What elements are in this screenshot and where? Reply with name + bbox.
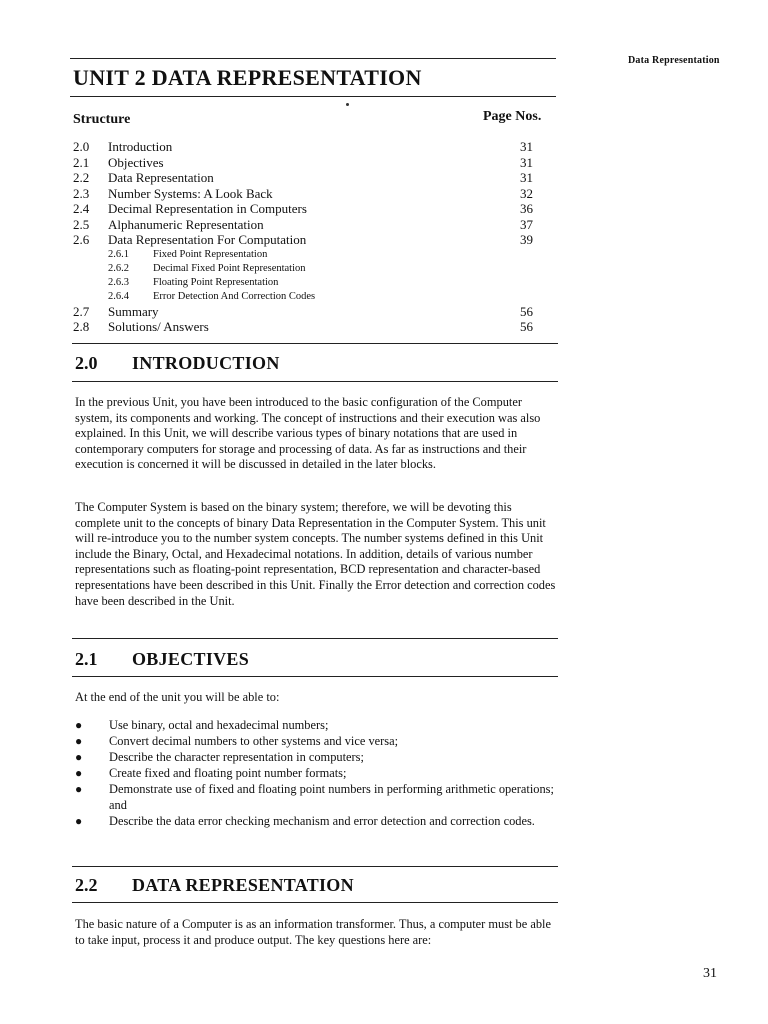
paragraph: In the previous Unit, you have been introduced to the basic configuration of the Computer system, its components and working. The concept of instructions and their execution was also explained. In this Unit, we will describe various types of binary notations that are used in contemporary computers for storage and processing of data. As far as instructions and their execution is concerned it will be discussed in detailed in the later blocks. [75,395,541,472]
list-item [75,814,559,830]
bullet-icon: ● [75,814,83,829]
toc-number: 2.1 [73,155,90,170]
bullet-icon: ● [75,782,83,797]
section-title: INTRODUCTION [132,353,280,373]
toc-title: Summary [108,304,159,319]
section-number: 2.1 [75,649,98,669]
toc-subitem-number: 2.6.1 [108,249,129,260]
toc-page: 56 [520,304,533,319]
paragraph: The basic nature of a Computer is as an information transformer. Thus, a computer must be able to take input, process it and produce output. The key questions here are: [75,917,551,947]
section-number: 2.2 [75,875,98,895]
toc-title: Introduction [108,139,173,154]
toc-title: Decimal Representation in Computers [108,201,307,216]
section-rule [72,381,558,382]
list-item [75,718,559,734]
running-header: Data Representation [628,55,720,66]
list-item [75,766,559,782]
page-nos-heading: Page Nos. [483,109,542,124]
unit-title: UNIT 2 DATA REPRESENTATION [73,65,422,90]
section-rule [72,343,558,344]
bullet-icon: ● [75,734,83,749]
toc-number: 2.8 [73,319,90,334]
toc-title: Solutions/ Answers [108,319,209,334]
section-rule [72,902,558,903]
toc-subitem-title: Decimal Fixed Point Representation [153,263,306,274]
list-item-text: Demonstrate use of fixed and floating point numbers in performing arithmetic operations; and [109,782,554,812]
toc-number: 2.2 [73,170,90,185]
toc-subitem-number: 2.6.2 [108,263,129,274]
toc-title: Objectives [108,155,164,170]
section-rule [72,676,558,677]
toc-page: 39 [520,232,533,247]
list-item [75,750,559,766]
toc-subitem-title: Fixed Point Representation [153,249,268,260]
toc-number: 2.4 [73,201,90,216]
toc-subitem-number: 2.6.4 [108,291,129,302]
bullet-icon: ● [75,750,83,765]
list-item-text: Convert decimal numbers to other systems and vice versa; [109,734,399,749]
section-number: 2.0 [75,353,98,373]
title-top-rule [70,58,556,59]
toc-page: 36 [520,201,533,216]
toc-page: 31 [520,155,533,170]
list-item-text: Describe the character representation in computers; [109,750,364,765]
toc-title: Data Representation [108,170,214,185]
toc-subitem-title: Floating Point Representation [153,277,279,288]
list-item [75,782,559,813]
list-item-text: Use binary, octal and hexadecimal numbers; [109,718,329,732]
toc-page: 56 [520,319,533,334]
toc-number: 2.0 [73,139,90,154]
bullet-icon: ● [75,766,83,781]
toc-page: 31 [520,139,533,154]
toc-number: 2.6 [73,232,90,247]
toc-subitem-title: Error Detection And Correction Codes [153,291,316,302]
paragraph: The Computer System is based on the binary system; therefore, we will be devoting this complete unit to the concepts of binary Data Representation in the Computer System. This unit will re-introduce you to the number system concepts. The number systems defined in this Unit include the Binary, Octal, and Hexadecimal notations. In addition, details of various number representations such as floating-point representation, BCD representation and character-based representations have been described in this Unit. Finally the Error detection and correction codes have been described in the Unit. [75,500,556,608]
list-item-text: Describe the data error checking mechanism and error detection and correction codes. [109,814,535,829]
toc-title: Data Representation For Computation [108,232,307,247]
section-rule [72,638,558,639]
toc-number: 2.7 [73,304,90,319]
section-title: DATA REPRESENTATION [132,875,354,895]
list-item [75,734,559,750]
title-bottom-rule [70,96,556,97]
toc-number: 2.5 [73,217,90,232]
toc-title: Alphanumeric Representation [108,217,264,232]
paragraph: At the end of the unit you will be able to: [75,690,280,704]
toc-page: 32 [520,186,533,201]
toc-subitem-number: 2.6.3 [108,277,129,288]
toc-page: 37 [520,217,533,232]
decorative-dot [346,103,349,106]
objectives-list [75,718,559,830]
bullet-icon: ● [75,718,83,732]
section-title: OBJECTIVES [132,649,250,669]
toc-number: 2.3 [73,186,90,201]
structure-heading: Structure [73,112,131,127]
page-number: 31 [703,966,717,981]
list-item-text: Create fixed and floating point number formats; [109,766,347,781]
section-rule [72,866,558,867]
toc-page: 31 [520,170,533,185]
toc-title: Number Systems: A Look Back [108,186,273,201]
